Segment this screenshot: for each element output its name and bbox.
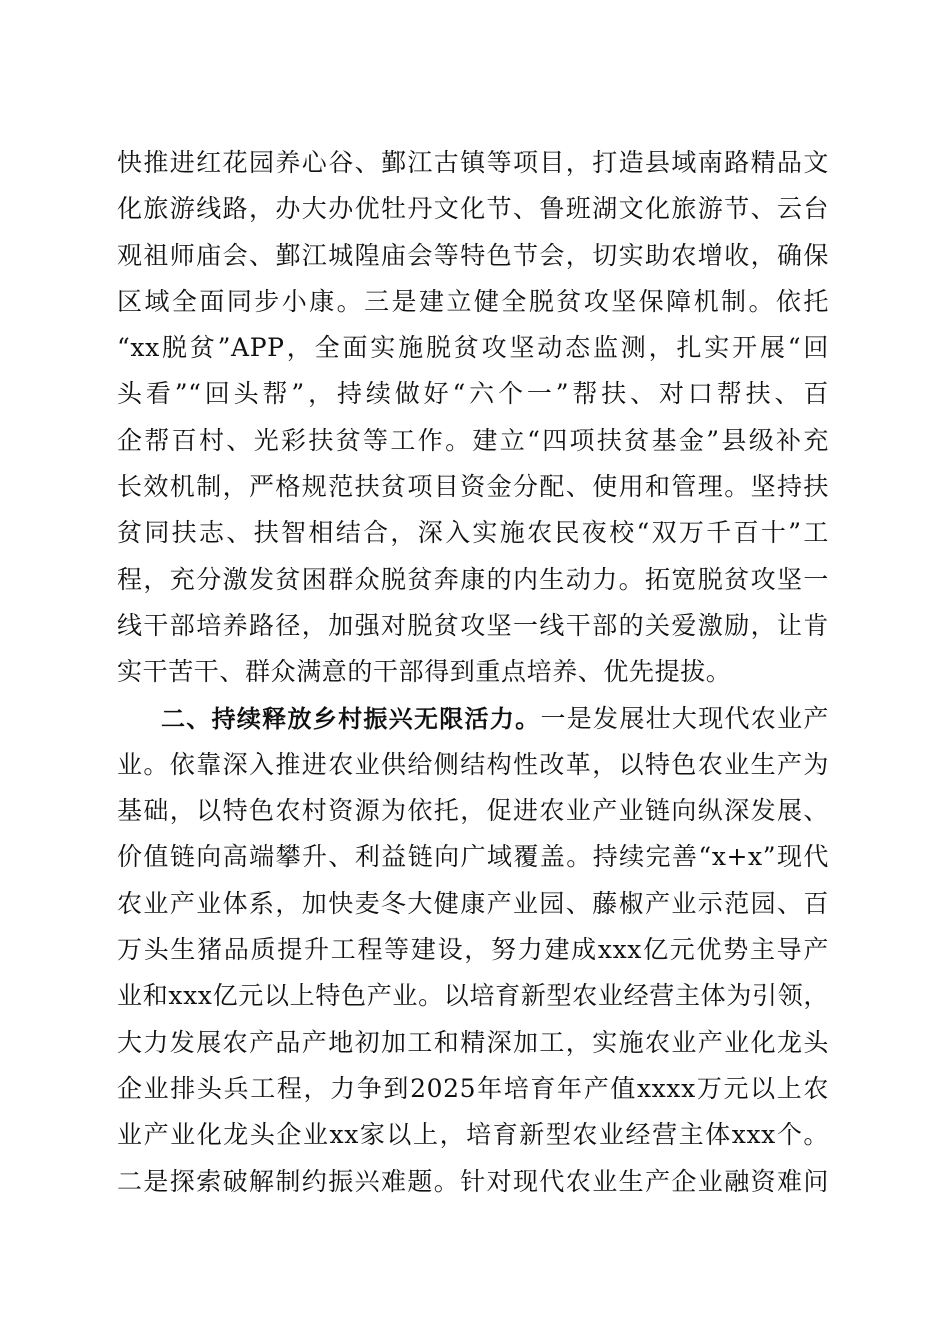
text-line: 观祖师庙会、鄞江城隍庙会等特色节会，切实助农增收，确保 — [117, 240, 829, 270]
text-line: 基础，以特色农村资源为依托，促进农业产业链向纵深发展、 — [117, 796, 829, 826]
text-line: 程，充分激发贫困群众脱贫奔康的内生动力。拓宽脱贫攻坚一 — [117, 564, 829, 594]
text-line: 大力发展农产品产地初加工和精深加工，实施农业产业化龙头 — [117, 1027, 829, 1057]
text-line: 价值链向高端攀升、利益链向广域覆盖。持续完善“x+x”现代 — [117, 842, 829, 872]
text-line: 化旅游线路，办大办优牡丹文化节、鲁班湖文化旅游节、云台 — [117, 194, 829, 224]
text-line: 长效机制，严格规范扶贫项目资金分配、使用和管理。坚持扶 — [117, 472, 829, 502]
text-line: 业。依靠深入推进农业供给侧结构性改革，以特色农业生产为 — [117, 749, 829, 779]
text-line: 万头生猪品质提升工程等建设，努力建成xxx亿元优势主导产 — [117, 935, 829, 965]
text-line: 业和xxx亿元以上特色产业。以培育新型农业经营主体为引领， — [117, 981, 829, 1011]
text-line: 企业排头兵工程，力争到2025年培育年产值xxxx万元以上农 — [117, 1073, 829, 1103]
section-heading: 二、持续释放乡村振兴无限活力。 — [161, 704, 541, 733]
document-body — [117, 140, 829, 1205]
section-heading-line — [117, 696, 829, 742]
text-run: 一是发展壮大现代农业产 — [540, 703, 829, 733]
text-line: 贫同扶志、扶智相结合，深入实施农民夜校“双万千百十”工 — [117, 518, 829, 548]
text-line: 快推进红花园养心谷、鄞江古镇等项目，打造县域南路精品文 — [117, 148, 829, 177]
text-line: “xx脱贫”APP，全面实施脱贫攻坚动态监测，扎实开展“回 — [117, 333, 829, 363]
text-line: 线干部培养路径，加强对脱贫攻坚一线干部的关爱激励，让肯 — [117, 610, 829, 640]
text-line: 农业产业体系，加快麦冬大健康产业园、藤椒产业示范园、百 — [117, 888, 829, 918]
text-line: 业产业化龙头企业xx家以上，培育新型农业经营主体xxx个。 — [117, 1120, 829, 1150]
text-line: 二是探索破解制约振兴难题。针对现代农业生产企业融资难问 — [117, 1166, 829, 1196]
text-line: 头看”“回头帮”，持续做好“六个一”帮扶、对口帮扶、百 — [117, 379, 829, 409]
text-line: 企帮百村、光彩扶贫等工作。建立“四项扶贫基金”县级补充 — [117, 425, 829, 455]
text-line: 区域全面同步小康。三是建立健全脱贫攻坚保障机制。依托 — [117, 286, 829, 316]
text-line: 实干苦干、群众满意的干部得到重点培养、优先提拔。 — [117, 657, 732, 687]
